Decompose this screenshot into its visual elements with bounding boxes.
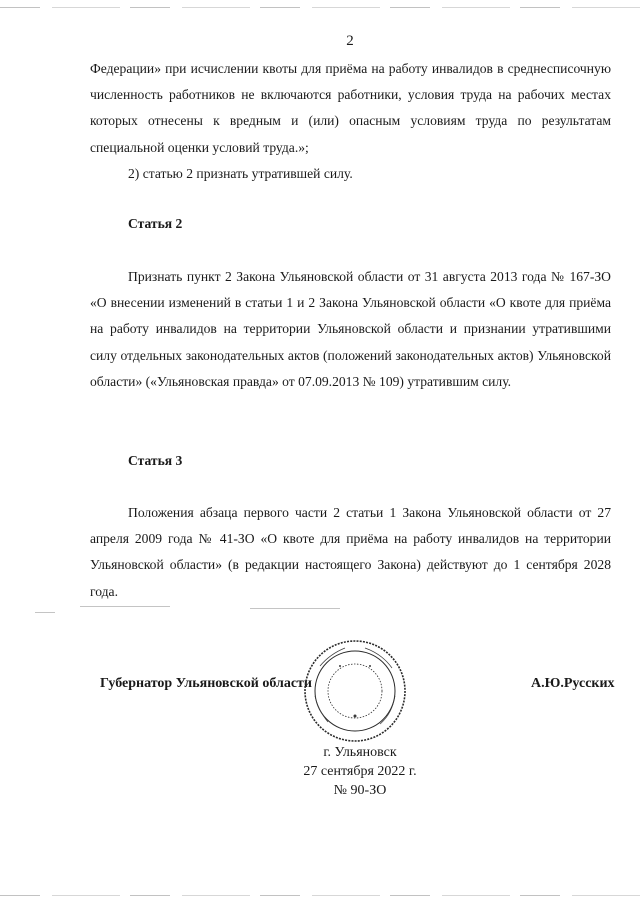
paragraph-item-2: 2) статью 2 признать утратившей силу. [128, 166, 353, 181]
paragraph-continuation: Федерации» при исчислении квоты для приёма на работу инвалидов в среднесписочную численность работников не включаются работники, условия труда на рабочих местах которых отнесены к вредным и (или) опасным условиям труда по результатам специальной оценки условий труда.»; [90, 61, 611, 155]
article-2-text: Признать пункт 2 Закона Ульяновской области от 31 августа 2013 года № 167-ЗО «О внесении изменений в статьи 1 и 2 Закона Ульяновской области «О квоте для приёма на работу инвалидов на территории Ульяновской области и признании утратившими силу отдельных законодательных актов (положений законодательных актов) Ульяновской области» («Ульяновская правда» от 07.09.2013 № 109) утратившим силу. [90, 269, 611, 389]
article-3-heading: Статья 3 [128, 453, 183, 468]
page-number: 2 [346, 33, 354, 49]
article-3-text: Положения абзаца первого части 2 статьи 1 Закона Ульяновской области от 27 апреля 2009 года № 41-ЗО «О квоте для приёма на работу инвалидов на территории Ульяновской области» (в редакции настоящего Закона) действуют до 1 сентября 2028 года. [90, 505, 611, 599]
scan-mark [250, 608, 340, 609]
scan-edge-bottom [0, 895, 640, 896]
official-seal [300, 636, 410, 746]
signature-name: А.Ю.Русских [531, 676, 615, 691]
footer-city: г. Ульяновск [323, 745, 397, 760]
article-2-heading: Статья 2 [128, 216, 183, 231]
footer-number: № 90-ЗО [333, 783, 387, 798]
footer-date: 27 сентября 2022 г. [303, 764, 417, 779]
signature-title: Губернатор Ульяновской области [100, 676, 312, 691]
scan-edge-top [0, 7, 640, 8]
scan-mark [80, 606, 170, 607]
scan-mark [35, 612, 55, 613]
